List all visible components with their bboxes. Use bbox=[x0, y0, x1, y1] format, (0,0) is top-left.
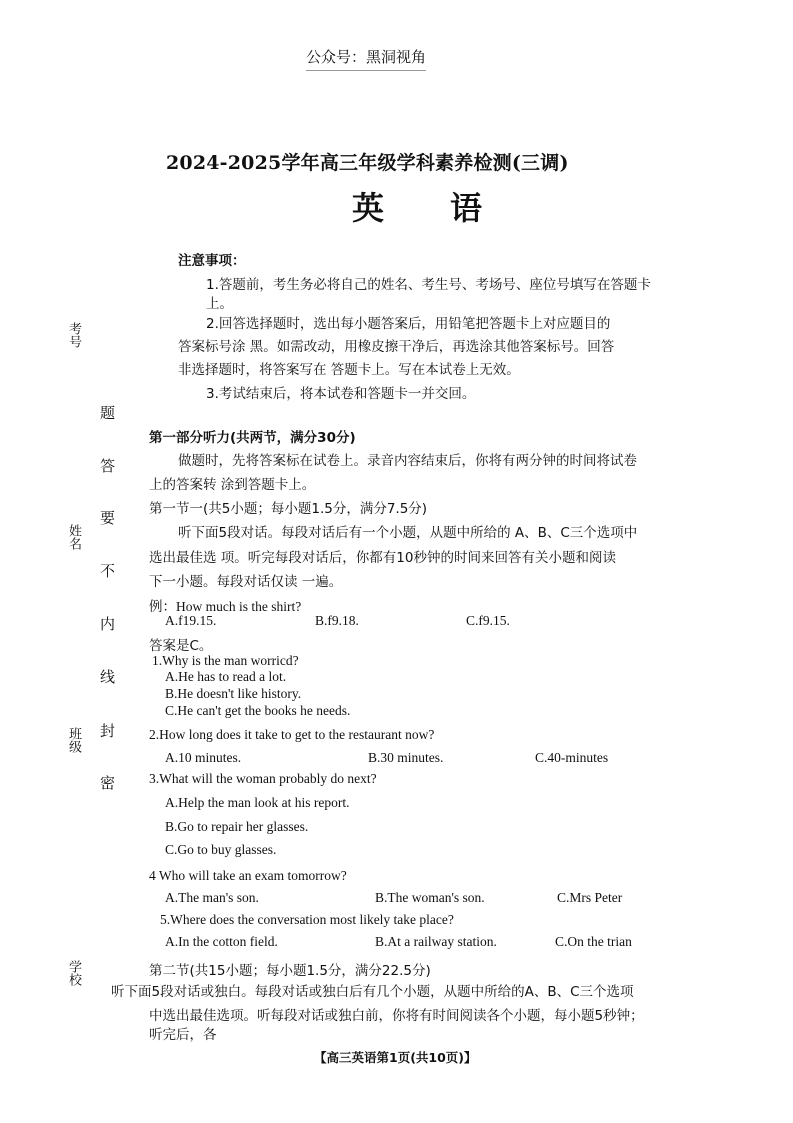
question-4-option-a: A.The man's son. bbox=[165, 890, 259, 905]
notice-line-3: 3.考试结束后，将本试卷和答题卡一并交回。 bbox=[206, 386, 476, 402]
example-option-b: B.f9.18. bbox=[315, 613, 359, 628]
question-5: 5.Where does the conversation most likely take place? bbox=[160, 912, 454, 927]
question-1-option-a: A.He has to read a lot. bbox=[165, 669, 287, 684]
question-3-option-b: B.Go to repair her glasses. bbox=[165, 819, 309, 834]
section2-heading: 第二节(共15小题；每小题1.5分，满分22.5分) bbox=[149, 963, 431, 979]
question-2-option-b: B.30 minutes. bbox=[368, 750, 444, 765]
notice-heading: 注意事项： bbox=[178, 253, 246, 269]
example-answer: 答案是C。 bbox=[149, 638, 213, 654]
seal-char-8: 密 bbox=[100, 774, 116, 792]
part1-heading: 第一部分听力(共两节，满分30分) bbox=[149, 430, 356, 446]
question-2: 2.How long does it take to get to the restaurant now? bbox=[149, 727, 435, 742]
seal-char-3: 要 bbox=[100, 509, 116, 527]
question-1-option-c: C.He can't get the books he needs. bbox=[165, 703, 351, 718]
seal-char-6: 线 bbox=[100, 668, 116, 686]
part1-intro-2: 上的答案转 涂到答题卡上。 bbox=[149, 477, 316, 493]
subject-title: 英语 bbox=[352, 189, 549, 227]
question-3-option-c: C.Go to buy glasses. bbox=[165, 842, 277, 857]
notice-line-1: 1.答题前，考生务必将自己的姓名、考生号、考场号、座位号填写在答题卡 bbox=[206, 277, 651, 293]
sidebar-class-label: 班级 bbox=[66, 727, 81, 753]
notice-line-1b: 上。 bbox=[206, 296, 233, 312]
question-2-option-c: C.40-minutes bbox=[535, 750, 609, 765]
section2-intro-1: 听下面5段对话或独白。每段对话或独白后有几个小题，从题中所给的A、B、C三个选项 bbox=[111, 984, 634, 1000]
section2-intro-2: 中选出最佳选项。听每段对话或独白前，你将有时间阅读各个小题，每小题5秒钟； bbox=[149, 1008, 644, 1024]
watermark-text: 公众号：黑洞视角 bbox=[306, 46, 426, 71]
notice-line-2b: 答案标号涂 黑。如需改动，用橡皮擦干净后，再选涂其他答案标号。回答 bbox=[178, 339, 615, 355]
example-question: 例：How much is the shirt? bbox=[149, 599, 302, 614]
question-5-option-a: A.In the cotton field. bbox=[165, 934, 278, 949]
seal-char-1: 题 bbox=[100, 404, 116, 422]
seal-char-4: 不 bbox=[100, 562, 116, 580]
sidebar-name-label: 姓名 bbox=[66, 524, 81, 550]
part1-intro-1: 做题时，先将答案标在试卷上。录音内容结束后，你将有两分钟的时间将试卷 bbox=[178, 453, 637, 469]
section1-intro-1: 听下面5段对话。每段对话后有一个小题，从题中所给的 A、B、C三个选项中 bbox=[178, 525, 638, 541]
question-4-option-b: B.The woman's son. bbox=[375, 890, 485, 905]
question-4-option-c: C.Mrs Peter bbox=[557, 890, 623, 905]
exam-title: 2024-2025学年高三年级学科素养检测(三调) bbox=[166, 152, 569, 174]
seal-char-7: 封 bbox=[100, 722, 116, 740]
question-5-option-b: B.At a railway station. bbox=[375, 934, 497, 949]
notice-line-2: 2.回答选择题时，选出每小题答案后，用铅笔把答题卡上对应题目的 bbox=[206, 316, 611, 332]
section1-intro-3: 下一小题。每段对话仅读 一遍。 bbox=[149, 574, 343, 590]
sidebar-exam-number-label: 考号 bbox=[66, 322, 81, 348]
example-option-c: C.f9.15. bbox=[466, 613, 510, 628]
seal-char-5: 内 bbox=[100, 615, 116, 633]
section2-intro-3: 听完后，各 bbox=[149, 1027, 217, 1043]
page-footer: 【高三英语第1页(共10页)】 bbox=[314, 1050, 477, 1065]
question-2-option-a: A.10 minutes. bbox=[165, 750, 242, 765]
question-1-option-b: B.He doesn't like history. bbox=[165, 686, 302, 701]
example-option-a: A.f19.15. bbox=[165, 613, 217, 628]
question-3-option-a: A.Help the man look at his report. bbox=[165, 795, 350, 810]
question-3: 3.What will the woman probably do next? bbox=[149, 771, 377, 786]
question-5-option-c: C.On the trian bbox=[555, 934, 632, 949]
question-4: 4 Who will take an exam tomorrow? bbox=[149, 868, 347, 883]
section1-intro-2: 选出最佳选 项。听完每段对话后，你都有10秒钟的时间来回答有关小题和阅读 bbox=[149, 550, 616, 566]
seal-char-2: 答 bbox=[100, 457, 116, 475]
sidebar-school-label: 学校 bbox=[66, 960, 81, 986]
question-1: 1.Why is the man worricd? bbox=[152, 653, 299, 668]
notice-line-2c: 非选择题时，将答案写在 答题卡上。写在本试卷上无效。 bbox=[178, 362, 520, 378]
section1-heading: 第一节一(共5小题；每小题1.5分，满分7.5分) bbox=[149, 501, 428, 517]
